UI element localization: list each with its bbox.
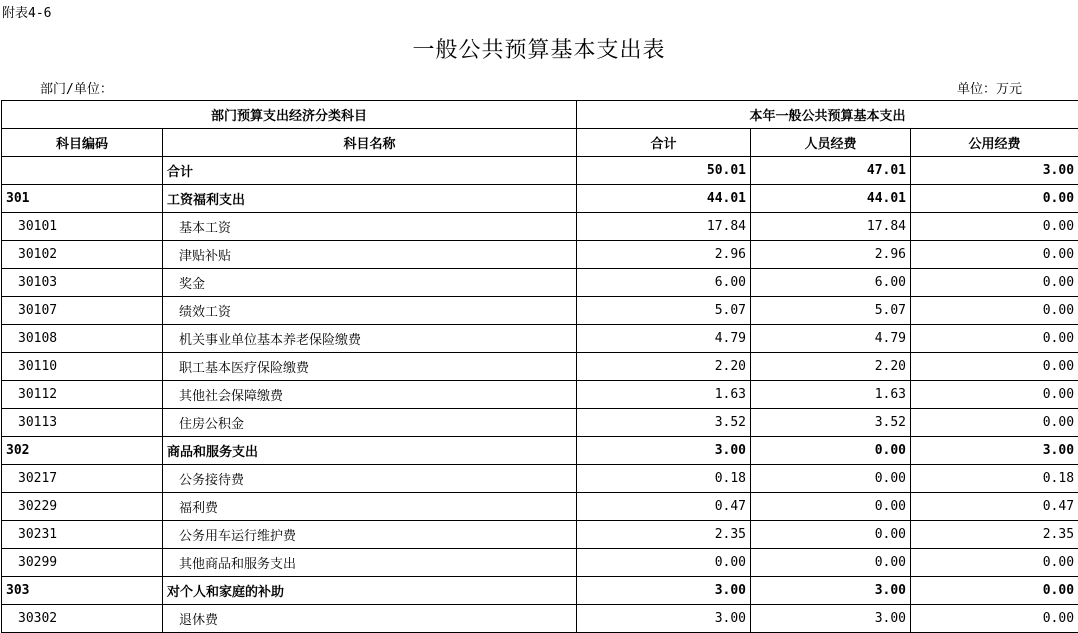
row-code: 30107 — [2, 297, 163, 325]
table-row — [2, 185, 1078, 213]
header-code: 科目编码 — [2, 129, 163, 157]
row-public: 0.00 — [911, 409, 1078, 437]
row-name: 职工基本医疗保险缴费 — [163, 353, 577, 381]
header-group-expenditure: 本年一般公共预算基本支出 — [577, 101, 1078, 129]
row-total: 3.00 — [577, 577, 751, 605]
budget-table — [1, 100, 1078, 633]
row-name: 其他商品和服务支出 — [163, 549, 577, 577]
row-personnel: 6.00 — [751, 269, 911, 297]
row-name: 奖金 — [163, 269, 577, 297]
header-total: 合计 — [577, 129, 751, 157]
row-public: 0.00 — [911, 381, 1078, 409]
row-code: 30108 — [2, 325, 163, 353]
row-total: 5.07 — [577, 297, 751, 325]
row-public: 3.00 — [911, 157, 1078, 185]
row-code: 30302 — [2, 605, 163, 633]
row-code: 301 — [2, 185, 163, 213]
row-name: 绩效工资 — [163, 297, 577, 325]
row-public: 0.00 — [911, 605, 1078, 633]
table-row — [2, 269, 1078, 297]
row-name: 退休费 — [163, 605, 577, 633]
row-personnel: 3.00 — [751, 577, 911, 605]
row-total: 2.96 — [577, 241, 751, 269]
row-personnel: 0.00 — [751, 521, 911, 549]
row-code: 30299 — [2, 549, 163, 577]
row-personnel: 5.07 — [751, 297, 911, 325]
row-public: 0.00 — [911, 325, 1078, 353]
table-row — [2, 241, 1078, 269]
row-public: 0.47 — [911, 493, 1078, 521]
row-code: 30231 — [2, 521, 163, 549]
table-row — [2, 157, 1078, 185]
department-label: 部门/单位： — [40, 82, 113, 97]
row-name: 工资福利支出 — [163, 185, 577, 213]
row-code: 30112 — [2, 381, 163, 409]
page-title: 一般公共预算基本支出表 — [412, 38, 666, 63]
row-name: 商品和服务支出 — [163, 437, 577, 465]
row-personnel: 3.00 — [751, 605, 911, 633]
row-code: 30103 — [2, 269, 163, 297]
row-personnel: 0.00 — [751, 465, 911, 493]
unit-label: 单位：万元 — [957, 82, 1023, 97]
row-public: 2.35 — [911, 521, 1078, 549]
row-name: 住房公积金 — [163, 409, 577, 437]
row-name: 对个人和家庭的补助 — [163, 577, 577, 605]
row-personnel: 44.01 — [751, 185, 911, 213]
row-public: 0.00 — [911, 241, 1078, 269]
table-row — [2, 297, 1078, 325]
row-name: 公务用车运行维护费 — [163, 521, 577, 549]
row-total: 0.47 — [577, 493, 751, 521]
row-name: 津贴补贴 — [163, 241, 577, 269]
row-personnel: 0.00 — [751, 549, 911, 577]
header-column-row — [2, 129, 1078, 157]
row-public: 0.00 — [911, 185, 1078, 213]
row-code: 30217 — [2, 465, 163, 493]
row-total: 4.79 — [577, 325, 751, 353]
table-row — [2, 465, 1078, 493]
row-code: 30102 — [2, 241, 163, 269]
row-code: 302 — [2, 437, 163, 465]
appendix-label: 附表4-6 — [2, 6, 52, 21]
row-personnel: 0.00 — [751, 493, 911, 521]
row-public: 0.00 — [911, 353, 1078, 381]
row-total: 3.00 — [577, 437, 751, 465]
row-total: 2.20 — [577, 353, 751, 381]
table-row — [2, 437, 1078, 465]
row-code — [2, 157, 163, 185]
row-public: 0.00 — [911, 269, 1078, 297]
row-name: 公务接待费 — [163, 465, 577, 493]
row-public: 0.00 — [911, 549, 1078, 577]
row-personnel: 17.84 — [751, 213, 911, 241]
row-total: 50.01 — [577, 157, 751, 185]
row-public: 0.00 — [911, 297, 1078, 325]
row-total: 0.00 — [577, 549, 751, 577]
row-total: 44.01 — [577, 185, 751, 213]
row-public: 3.00 — [911, 437, 1078, 465]
row-name: 福利费 — [163, 493, 577, 521]
row-total: 3.52 — [577, 409, 751, 437]
header-group-classification: 部门预算支出经济分类科目 — [2, 101, 577, 129]
row-personnel: 47.01 — [751, 157, 911, 185]
header-group-row — [2, 101, 1078, 129]
table-row — [2, 521, 1078, 549]
row-personnel: 0.00 — [751, 437, 911, 465]
row-name: 其他社会保障缴费 — [163, 381, 577, 409]
row-personnel: 4.79 — [751, 325, 911, 353]
table-row — [2, 493, 1078, 521]
row-total: 6.00 — [577, 269, 751, 297]
table-row — [2, 325, 1078, 353]
row-total: 0.18 — [577, 465, 751, 493]
row-public: 0.18 — [911, 465, 1078, 493]
row-code: 30101 — [2, 213, 163, 241]
row-total: 1.63 — [577, 381, 751, 409]
table-row — [2, 381, 1078, 409]
row-total: 2.35 — [577, 521, 751, 549]
row-personnel: 1.63 — [751, 381, 911, 409]
header-name: 科目名称 — [163, 129, 577, 157]
header-public: 公用经费 — [911, 129, 1078, 157]
row-total: 17.84 — [577, 213, 751, 241]
table-row — [2, 353, 1078, 381]
row-name: 合计 — [163, 157, 577, 185]
table-row — [2, 577, 1078, 605]
row-code: 303 — [2, 577, 163, 605]
row-personnel: 2.20 — [751, 353, 911, 381]
row-public: 0.00 — [911, 577, 1078, 605]
row-name: 机关事业单位基本养老保险缴费 — [163, 325, 577, 353]
row-total: 3.00 — [577, 605, 751, 633]
table-row — [2, 605, 1078, 633]
row-public: 0.00 — [911, 213, 1078, 241]
row-personnel: 2.96 — [751, 241, 911, 269]
row-code: 30110 — [2, 353, 163, 381]
row-name: 基本工资 — [163, 213, 577, 241]
row-personnel: 3.52 — [751, 409, 911, 437]
row-code: 30113 — [2, 409, 163, 437]
row-code: 30229 — [2, 493, 163, 521]
header-personnel: 人员经费 — [751, 129, 911, 157]
table-row — [2, 213, 1078, 241]
table-row — [2, 549, 1078, 577]
table-row — [2, 409, 1078, 437]
